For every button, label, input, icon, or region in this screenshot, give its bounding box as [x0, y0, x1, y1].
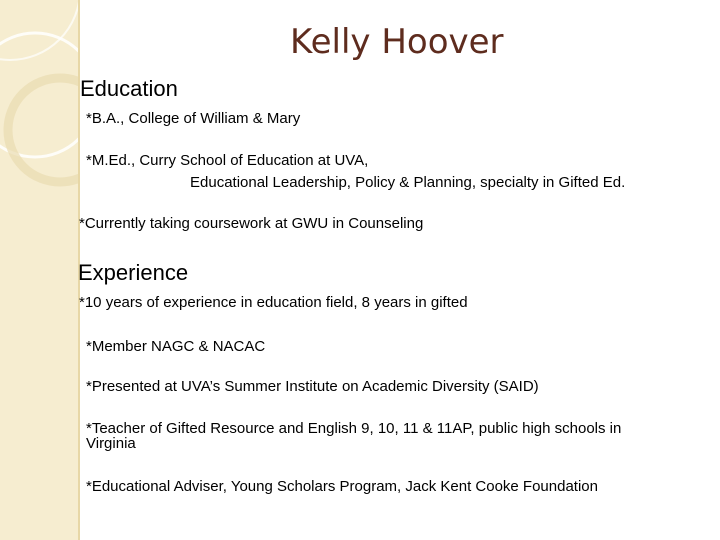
experience-item-teacher: *Teacher of Gifted Resource and English 9, 10, 11 & 11AP, public high schools in [86, 420, 622, 437]
experience-item-teacher-cont: Virginia [86, 435, 136, 452]
experience-item-years: *10 years of experience in education field, 8 years in gifted [79, 294, 468, 311]
education-item-med-detail: Educational Leadership, Policy & Planning, specialty in Gifted Ed. [190, 174, 626, 191]
experience-item-member: *Member NAGC & NACAC [86, 338, 266, 355]
experience-item-presented: *Presented at UVA’s Summer Institute on Academic Diversity (SAID) [86, 378, 539, 395]
experience-item-adviser: *Educational Adviser, Young Scholars Program, Jack Kent Cooke Foundation [86, 478, 598, 495]
decorative-circles-icon [0, 0, 78, 540]
education-item-ba: *B.A., College of William & Mary [86, 110, 301, 127]
slide-title: Kelly Hoover [290, 22, 504, 62]
decorative-sidebar [0, 0, 80, 540]
education-item-current: *Currently taking coursework at GWU in Counseling [79, 215, 424, 232]
education-heading: Education [80, 76, 178, 101]
education-item-med: *M.Ed., Curry School of Education at UVA, [86, 152, 369, 169]
experience-heading: Experience [78, 260, 189, 285]
